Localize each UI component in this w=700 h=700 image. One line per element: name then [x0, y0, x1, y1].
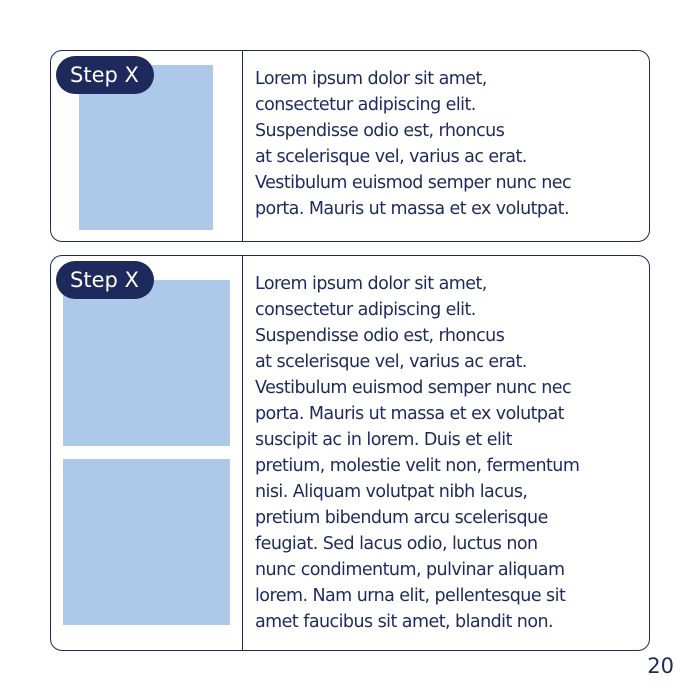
text-line: feugiat. Sed lacus odio, luctus non — [255, 534, 538, 554]
column-divider — [242, 51, 243, 241]
text-line: at scelerisque vel, varius ac erat. — [255, 147, 527, 167]
text-line: at scelerisque vel, varius ac erat. — [255, 352, 527, 372]
text-line: Suspendisse odio est, rhoncus — [255, 326, 505, 346]
image-placeholder — [63, 280, 230, 446]
text-line: Vestibulum euismod semper nunc nec — [255, 378, 572, 398]
step-badge: Step X — [56, 261, 154, 299]
text-line: Vestibulum euismod semper nunc nec — [255, 173, 572, 193]
text-line: consectetur adipiscing elit. — [255, 95, 476, 115]
text-line: pretium bibendum arcu scelerisque — [255, 508, 548, 528]
text-line: nisi. Aliquam volutpat nibh lacus, — [255, 482, 528, 502]
text-line: porta. Mauris ut massa et ex volutpat — [255, 404, 564, 424]
text-line: nunc condimentum, pulvinar aliquam — [255, 560, 565, 580]
image-placeholder — [63, 459, 230, 625]
text-line: suscipit ac in lorem. Duis et elit — [255, 430, 512, 450]
column-divider — [242, 256, 243, 650]
step-description — [255, 271, 645, 635]
text-line: lorem. Nam urna elit, pellentesque sit — [255, 586, 566, 606]
step-card-2 — [50, 255, 650, 651]
step-description — [255, 66, 645, 222]
text-line: Suspendisse odio est, rhoncus — [255, 121, 505, 141]
text-line: amet faucibus sit amet, blandit non. — [255, 612, 554, 632]
text-line: consectetur adipiscing elit. — [255, 300, 476, 320]
page-number: 20 — [647, 654, 674, 678]
text-line: Lorem ipsum dolor sit amet, — [255, 69, 487, 89]
text-line: porta. Mauris ut massa et ex volutpat. — [255, 199, 569, 219]
text-line: Lorem ipsum dolor sit amet, — [255, 274, 487, 294]
step-badge: Step X — [56, 56, 154, 94]
text-line: pretium, molestie velit non, fermentum — [255, 456, 580, 476]
step-card-1 — [50, 50, 650, 242]
